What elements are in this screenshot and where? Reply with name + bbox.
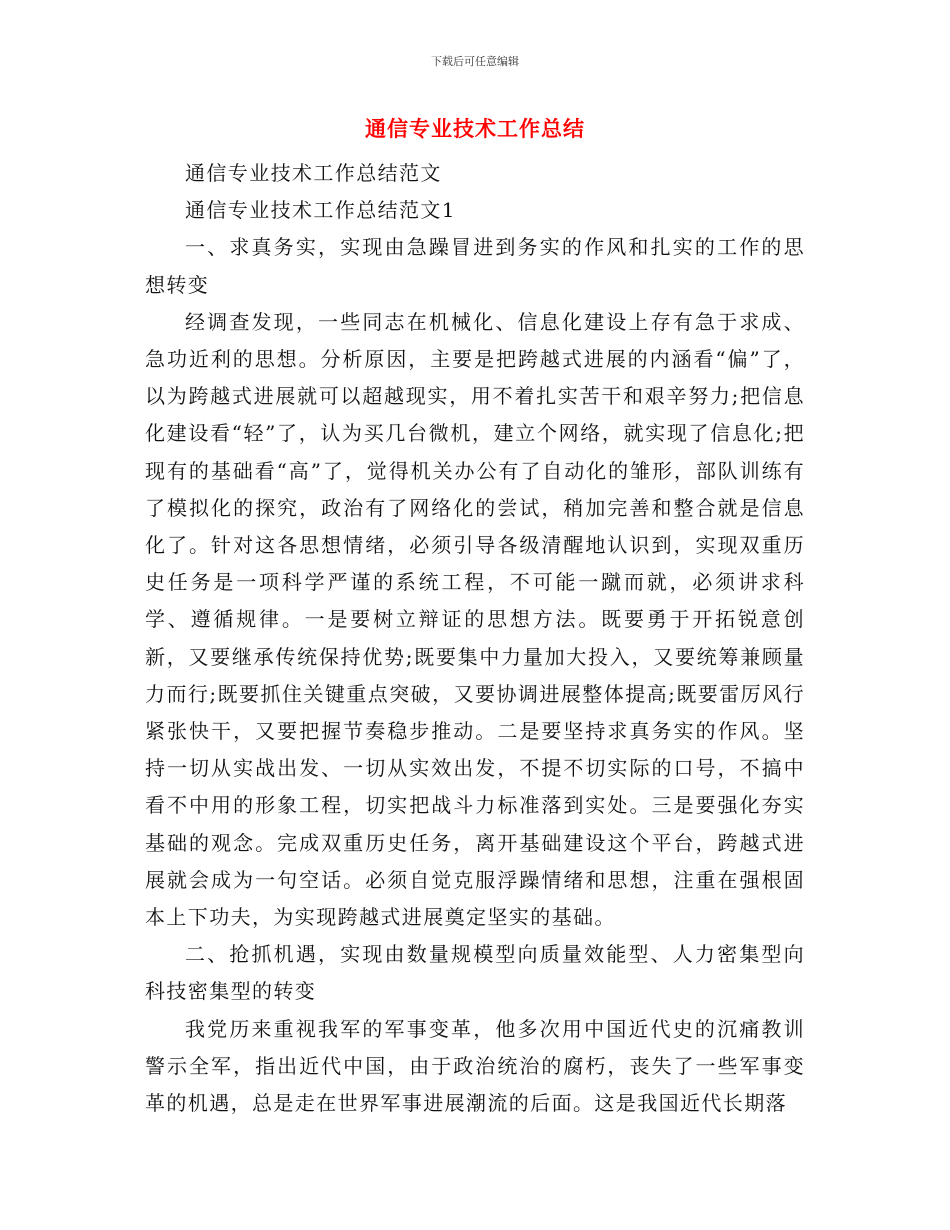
paragraph-subtitle-1: 通信专业技术工作总结范文1 (185, 198, 456, 223)
paragraph-body-2: 我党历来重视我军的军事变革，他多次用中国近代史的沉痛教训警示全军，指出近代中国，由于政治统治的腐朽，丧失了一些军事变革的机遇，总是走在世界军事进展潮流的后面。这是我国近代长期落 (145, 1016, 805, 1116)
paragraph-heading-1: 一、求真务实，实现由急躁冒进到务实的作风和扎实的工作的思想转变 (145, 235, 805, 297)
paragraph-body-1: 经调查发现，一些同志在机械化、信息化建设上存有急于求成、急功近利的思想。分析原因，主要是把跨越式进展的内涵看“偏”了，以为跨越式进展就可以超越现实，用不着扎实苦干和艰辛努力;把信息化建设看“轻”了，认为买几台微机，建立个网络，就实现了信息化;把现有的基础看“高”了，觉得机关办公有了自动化的雏形，部队训练有了模拟化的探究，政治有了网络化的尝试，稍加完善和整合就是信息化了。针对这各思想情绪，必须引导各级清醒地认识到，实现双重历史任务是一项科学严谨的系统工程，不可能一蹴而就，必须讲求科学、遵循规律。一是要树立辩证的思想方法。既要勇于开拓锐意创新，又要继承传统保持优势;既要集中力量加大投入，又要统筹兼顾量力而行;既要抓住关键重点突破，又要协调进展整体提高;既要雷厉风行紧张快干，又要把握节奏稳步推动。二是要坚持求真务实的作风。坚持一切从实战出发、一切从实效出发，不提不切实际的口号，不搞中看不中用的形象工程，切实把战斗力标准落到实处。三是要强化夯实基础的观念。完成双重历史任务，离开基础建设这个平台，跨越式进展就会成为一句空话。必须自觉克服浮躁情绪和思想，注重在强根固本上下功夫，为实现跨越式进展奠定坚实的基础。 (145, 309, 805, 930)
document-title: 通信专业技术工作总结 (365, 117, 585, 141)
paragraph-heading-2: 二、抢抓机遇，实现由数量规模型向质量效能型、人力密集型向科技密集型的转变 (145, 942, 805, 1004)
paragraph-subtitle: 通信专业技术工作总结范文 (185, 161, 442, 185)
header-note: 下载后可任意编辑 (431, 55, 519, 68)
document-body (145, 155, 805, 1122)
